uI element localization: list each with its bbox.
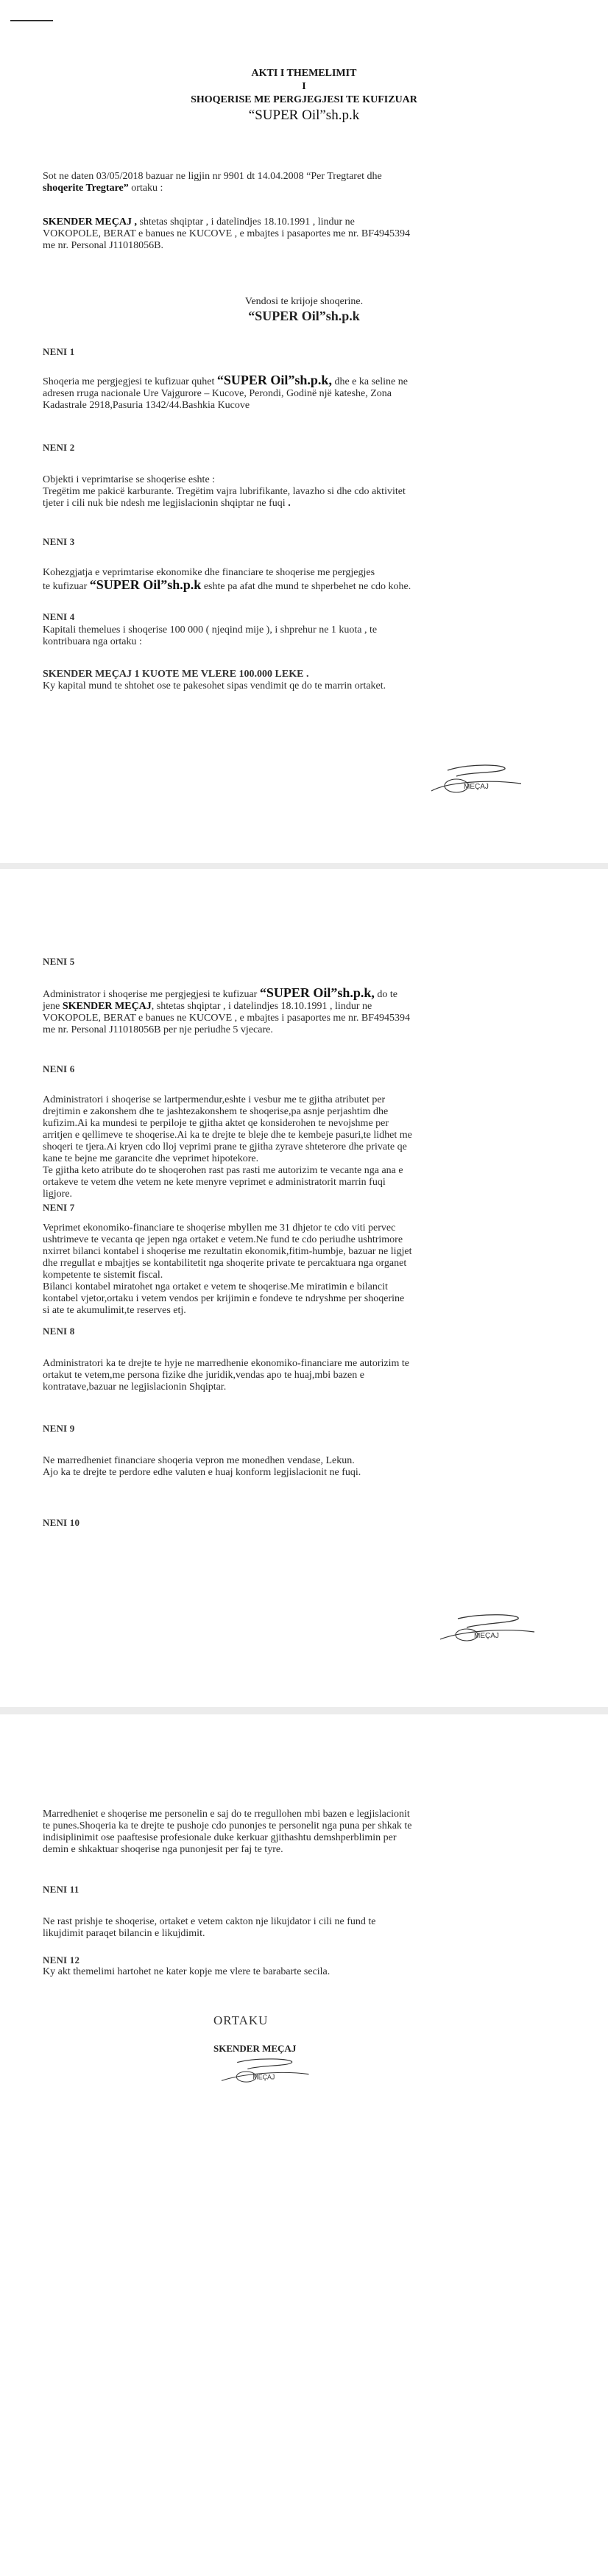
neni-4-heading: NENI 4 bbox=[43, 611, 75, 622]
neni-5-line bbox=[43, 1001, 558, 1013]
neni-2-heading: NENI 2 bbox=[43, 442, 75, 453]
neni-7-line: si ate te akumulimit,te reserves etj. bbox=[43, 1305, 186, 1316]
signature-name: MEÇAJ bbox=[464, 783, 489, 791]
document-page-1 bbox=[0, 0, 608, 863]
intro-line bbox=[43, 183, 558, 194]
neni-6-heading: NENI 6 bbox=[43, 1063, 75, 1074]
neni-5-heading: NENI 5 bbox=[43, 956, 75, 967]
neni-10-line: indisiplinimit ose paaftesise profesionale duke kerkuar gjithashtu demshperblimin per bbox=[43, 1832, 397, 1843]
neni-4-text bbox=[43, 624, 558, 648]
neni-1-line bbox=[43, 374, 558, 388]
neni-1-heading: NENI 1 bbox=[43, 346, 75, 357]
signature bbox=[430, 1611, 540, 1650]
signature-scribble bbox=[418, 761, 529, 800]
intro-line-rest: ortaku : bbox=[128, 183, 163, 194]
neni-11-heading: NENI 11 bbox=[43, 1884, 79, 1895]
neni-1-text bbox=[43, 374, 558, 412]
neni-4-quota-line: SKENDER MEÇAJ 1 KUOTE ME VLERE 100.000 LEKE . bbox=[43, 669, 309, 680]
neni-5-line: me nr. Personal J11018056B per nje periudhe 5 vjecare. bbox=[43, 1024, 273, 1035]
neni-2-text-post: . bbox=[285, 498, 291, 509]
neni-6-line: kufizim.Ai ka mundesi te perpiloje te gjitha aktet qe konsiderohen te nevojshme per bbox=[43, 1118, 389, 1129]
neni-6-line: drejtimin e zakonshem dhe te jashtezakonshem te shoqerise,pa asnje perjashtim dhe bbox=[43, 1106, 389, 1117]
neni-3-text-post: eshte pa afat dhe mund te shperbehet ne cdo kohe. bbox=[201, 581, 411, 592]
ortaku-label: ORTAKU bbox=[213, 2013, 269, 2027]
neni-6-line: shoqeri te tjera.Ai kryen cdo lloj veprimi prane te gjitha zyrave shteterore dhe private qe bbox=[43, 1141, 407, 1152]
document-page-2 bbox=[0, 869, 608, 1707]
neni-6-line: ligjore. bbox=[43, 1189, 73, 1200]
founder-name: SKENDER MEÇAJ , bbox=[43, 217, 137, 228]
neni-4-line: Ky kapital mund te shtohet ose te pakesohet sipas vendimit qe do te marrin ortaket. bbox=[43, 680, 386, 691]
margin-mark bbox=[10, 20, 53, 21]
neni-8-line: ortakut te vetem,me persona fizike dhe juridik,vendas apo te huaj,mbi bazen e bbox=[43, 1370, 364, 1381]
decision-line: Vendosi te krijoje shoqerine. bbox=[244, 296, 364, 307]
neni-4-quota bbox=[43, 669, 558, 692]
signature-scribble bbox=[430, 1611, 540, 1650]
neni-3-line: Kohezgjatja e veprimtarise ekonomike dhe financiare te shoqerise me pergjegjes bbox=[43, 567, 375, 578]
neni-9-line: Ne marredheniet financiare shoqeria vepron me monedhen vendase, Lekun. bbox=[43, 1455, 355, 1466]
neni-8-line: kontratave,bazuar ne legjislacionin Shqiptar. bbox=[43, 1382, 227, 1393]
founder-line bbox=[43, 217, 558, 228]
intro-line: Sot ne daten 03/05/2018 bazuar ne ligjin nr 9901 dt 14.04.2008 “Per Tregtaret dhe bbox=[43, 171, 382, 182]
neni-4-line: kontribuara nga ortaku : bbox=[43, 636, 142, 647]
neni-7-line: ushtrimeve te vecanta qe jepen nga ortaket e vetem.Ne fund te cdo periudhe ushtrimore bbox=[43, 1234, 403, 1245]
neni-5-line: VOKOPOLE, BERAT e banues ne KUCOVE , e mbajtes i pasaportes me nr. BF4945394 bbox=[43, 1013, 411, 1024]
neni-10-line: te punes.Shoqeria ka te drejte te pushoje cdo punonjes te personelit nga puna per shkak te bbox=[43, 1820, 412, 1831]
neni-9-text bbox=[43, 1455, 558, 1479]
document-title-company-name: “SUPER Oil”sh.p.k bbox=[248, 108, 360, 123]
founder-line: me nr. Personal J11018056B. bbox=[43, 240, 163, 251]
founder-details: shtetas shqiptar , i datelindjes 18.10.1991 , lindur ne bbox=[136, 217, 355, 228]
administrator-name: SKENDER MEÇAJ bbox=[62, 1001, 152, 1012]
neni-7-line: Bilanci kontabel miratohet nga ortaket e vetem te shoqerise.Me miratimin e bilancit bbox=[43, 1281, 388, 1292]
company-name: “SUPER Oil”sh.p.k, bbox=[259, 985, 375, 1000]
neni-8-line: Administratori ka te drejte te hyje ne marredhenie ekonomiko-financiare me autorizim te bbox=[43, 1358, 409, 1369]
neni-11-line: Ne rast prishje te shoqerise, ortaket e vetem cakton nje likujdator i cili ne fund te bbox=[43, 1916, 376, 1927]
neni-3-line bbox=[43, 579, 558, 593]
neni-2-line: Objekti i veprimtarise se shoqerise eshte : bbox=[43, 474, 216, 485]
neni-5-text-post: do te bbox=[374, 989, 397, 1000]
intro-law-name: shoqerite Tregtare” bbox=[43, 183, 129, 194]
neni-5-text-post: , shtetas shqiptar , i datelindjes 18.10.1991 , lindur ne bbox=[151, 1001, 372, 1012]
document-title: AKTI I THEMELIMIT bbox=[251, 68, 357, 79]
neni-2-text-pre: tjeter i cili nuk bie ndesh me legjislacionin shqiptar ne fuqi bbox=[43, 498, 286, 509]
neni-3-heading: NENI 3 bbox=[43, 536, 75, 547]
signature bbox=[418, 761, 529, 800]
neni-4-line: Kapitali themelues i shoqerise 100 000 ( njeqind mije ), i shprehur ne 1 kuota , te bbox=[43, 624, 378, 636]
founder-paragraph bbox=[43, 217, 558, 252]
neni-7-heading: NENI 7 bbox=[43, 1202, 75, 1213]
neni-6-line: arritjen e qellimeve te shoqerise.Ai ka te drejte te bleje dhe te kembeje pasuri,te lidhet me bbox=[43, 1130, 412, 1141]
neni-8-text bbox=[43, 1358, 558, 1393]
neni-10-line: Marredheniet e shoqerise me personelin e saj do te rregullohen mbi bazen e legjislacionit bbox=[43, 1809, 410, 1820]
neni-1-line: adresen rruga nacionale Ure Vajgurore – Kucove, Perondi, Godinë një kateshe, Zona bbox=[43, 388, 392, 399]
neni-2-text bbox=[43, 474, 558, 510]
neni-1-text-pre: Shoqeria me pergjegjesi te kufizuar quhet bbox=[43, 376, 217, 387]
neni-5-text-pre: jene bbox=[43, 1001, 63, 1012]
neni-10-line: demin e shkaktuar shoqerise nga punonjesit per faj te tyre. bbox=[43, 1844, 283, 1855]
neni-5-text-pre: Administrator i shoqerise me pergjegjesi te kufizuar bbox=[43, 989, 260, 1000]
intro-paragraph bbox=[43, 171, 558, 194]
neni-11-line: likujdimit paraqet bilancin e likujdimit. bbox=[43, 1928, 205, 1939]
neni-1-line: Kadastrale 2918,Pasuria 1342/44.Bashkia Kucove bbox=[43, 400, 250, 411]
neni-12-text bbox=[43, 1966, 558, 1978]
company-name: “SUPER Oil”sh.p.k, bbox=[216, 373, 332, 387]
neni-7-line: kontabel vjetor,ortaku i vetem vendos per krijimin e fondeve te ndryshme per shoqerine bbox=[43, 1293, 405, 1304]
neni-5-text bbox=[43, 987, 558, 1036]
founder-line: VOKOPOLE, BERAT e banues ne KUCOVE , e mbajtes i pasaportes me nr. BF4945394 bbox=[43, 228, 411, 239]
neni-6-line: Te gjitha keto atribute do te shoqerohen rast pas rasti me autorizim te vecante nga ana e bbox=[43, 1165, 403, 1176]
ortaku-name: SKENDER MEÇAJ bbox=[213, 2043, 297, 2054]
document-title-connector: I bbox=[302, 81, 306, 92]
neni-3-text-pre: te kufizuar bbox=[43, 581, 90, 592]
neni-6-text bbox=[43, 1094, 558, 1200]
document-page-3 bbox=[0, 1714, 608, 2576]
neni-2-line bbox=[43, 498, 558, 510]
neni-8-heading: NENI 8 bbox=[43, 1326, 75, 1337]
neni-12-heading: NENI 12 bbox=[43, 1954, 80, 1966]
company-name: “SUPER Oil”sh.p.k bbox=[89, 577, 202, 592]
neni-7-text bbox=[43, 1222, 558, 1317]
document-title-company-type: SHOQERISE ME PERGJEGJESI TE KUFIZUAR bbox=[191, 94, 417, 105]
neni-11-text bbox=[43, 1916, 558, 1940]
neni-10-text bbox=[43, 1809, 558, 1856]
neni-7-line: nxirret bilanci kontabel i shoqerise me rezultatin ekonomik,fitim-humbje, bazuar ne ligjet bbox=[43, 1246, 412, 1257]
decision-company-name: “SUPER Oil”sh.p.k bbox=[248, 309, 360, 323]
neni-6-line: Administratori i shoqerise se lartpermendur,eshte i vesbur me te gjitha atributet per bbox=[43, 1094, 386, 1105]
neni-12-line: Ky akt themelimi hartohet ne kater kopje me vlere te barabarte secila. bbox=[43, 1966, 330, 1977]
neni-6-line: ortakeve te vetem dhe vetem ne kete menyre veprimet e administratorit marrin fuqi bbox=[43, 1177, 386, 1188]
signature bbox=[215, 2055, 318, 2088]
neni-7-line: dhe rregullat e mbajtjes se kontabilitetit nga shoqerite private te percaktuara nga organet bbox=[43, 1258, 407, 1269]
signature-name: MEÇAJ bbox=[252, 2073, 275, 2081]
neni-10-heading: NENI 10 bbox=[43, 1517, 80, 1528]
signature-name: MEÇAJ bbox=[474, 1632, 499, 1640]
neni-9-heading: NENI 9 bbox=[43, 1423, 75, 1434]
neni-5-line bbox=[43, 987, 558, 1001]
neni-1-text-post: dhe e ka seline ne bbox=[331, 376, 408, 387]
neni-7-line: Veprimet ekonomiko-financiare te shoqerise mbyllen me 31 dhjetor te cdo viti pervec bbox=[43, 1222, 396, 1234]
neni-7-line: kompetente te sistemit fiscal. bbox=[43, 1270, 163, 1281]
neni-3-text bbox=[43, 567, 558, 593]
signature-scribble bbox=[215, 2055, 318, 2088]
neni-2-line: Tregëtim me pakicë karburante. Tregëtim vajra lubrifikante, lavazho si dhe cdo aktivitet bbox=[43, 486, 406, 497]
neni-9-line: Ajo ka te drejte te perdore edhe valuten e huaj konform legjislacionit ne fuqi. bbox=[43, 1467, 361, 1478]
neni-6-line: kane te bejne me garancite dhe veprimet hipotekore. bbox=[43, 1153, 259, 1164]
